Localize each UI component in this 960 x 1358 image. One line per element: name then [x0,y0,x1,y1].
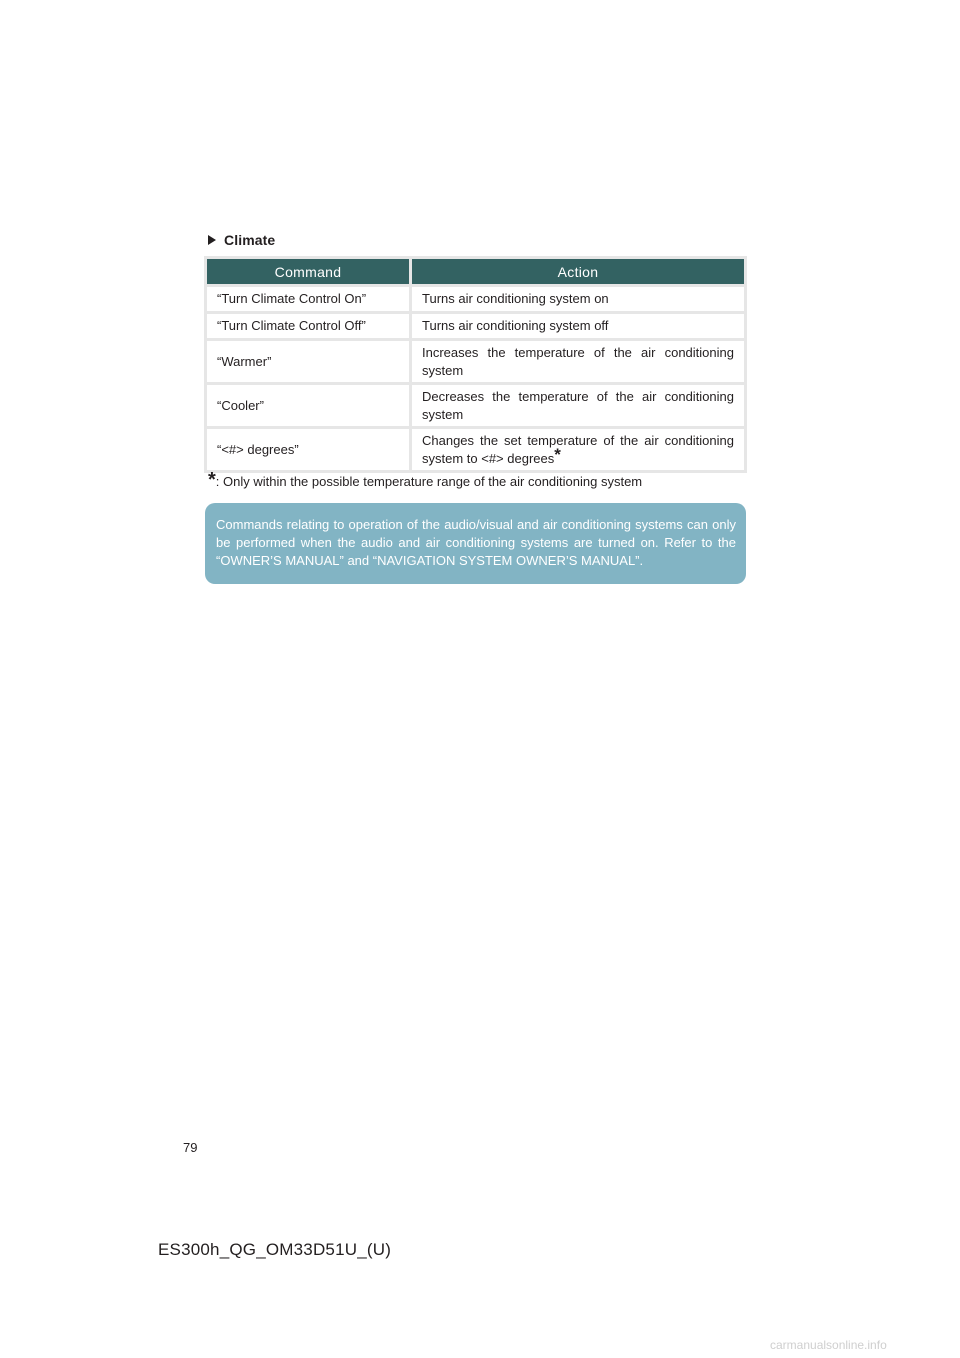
table-header-row [207,259,744,284]
document-code: ES300h_QG_OM33D51U_(U) [158,1240,392,1259]
action-cell: Increases the temperature of the air conditioning system [412,341,744,382]
action-text: Changes the set temperature of the air conditioning system to <#> degrees [422,432,734,466]
footnote-text: : Only within the possible temperature range of the air conditioning system [215,474,643,489]
action-cell [412,429,744,470]
watermark: carmanualsonline.info [770,1338,887,1352]
note-box [205,503,746,584]
action-cell: Turns air conditioning system on [412,287,744,311]
table-row [207,341,744,382]
table-row [207,287,744,311]
footnote-marker: * [554,444,561,464]
command-cell: “Cooler” [207,385,409,426]
note-text: Commands relating to operation of the audio/visual and air conditioning systems can only be performed when the audio and air conditioning systems are turned on. Refer to the “OWNER’S MANUAL” and “NAVIGATION SYSTEM OWNER’S MANUAL”. [216,517,736,568]
command-cell: “<#> degrees” [207,429,409,470]
command-cell: “Turn Climate Control On” [207,287,409,311]
column-header-action: Action [412,259,744,284]
table-row [207,314,744,338]
section-heading [208,232,275,248]
action-cell: Decreases the temperature of the air conditioning system [412,385,744,426]
table-row [207,385,744,426]
action-cell: Turns air conditioning system off [412,314,744,338]
command-table [204,256,747,473]
table-row [207,429,744,470]
column-header-command: Command [207,259,409,284]
page-number: 79 [183,1140,198,1155]
footnote-marker: * [208,469,216,491]
triangle-right-icon [208,235,216,245]
command-cell: “Turn Climate Control Off” [207,314,409,338]
section-heading-text: Climate [224,232,276,248]
footnote [208,469,643,491]
command-cell: “Warmer” [207,341,409,382]
